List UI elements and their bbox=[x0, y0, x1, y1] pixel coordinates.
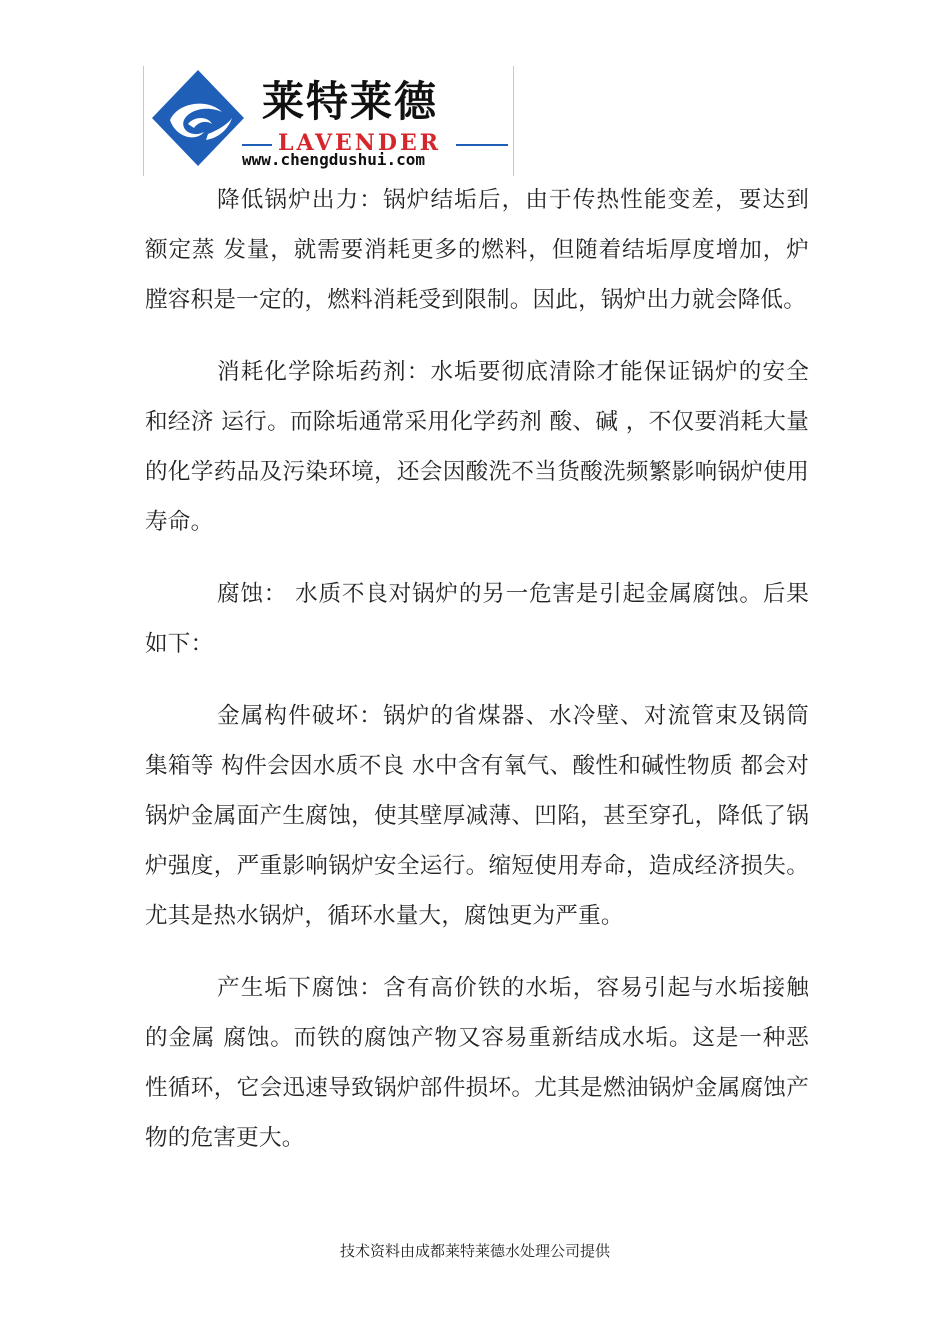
brand-divider-right bbox=[456, 144, 508, 146]
company-logo-icon bbox=[148, 68, 248, 172]
brand-website: www.chengdushui.com bbox=[242, 150, 426, 169]
company-header bbox=[143, 66, 514, 176]
paragraph-metal-damage: 金属构件破坏：锅炉的省煤器、水冷壁、对流管束及锅筒集箱等 构件会因水质不良 水中含有氧气、酸性和碱性物质 都会对锅炉金属面产生腐蚀，使其壁厚减薄、凹陷，甚至穿孔，降低了锅炉强度，严重影响锅炉安全运行。缩短使用寿命，造成经济损失。尤其是热水锅炉，循环水量大，腐蚀更为严重。 bbox=[145, 703, 809, 929]
brand-divider-left bbox=[242, 144, 272, 146]
document-body bbox=[145, 175, 809, 1185]
brand-name-cn: 莱特莱德 bbox=[262, 77, 439, 126]
paragraph-corrosion: 腐蚀： 水质不良对锅炉的另一危害是引起金属腐蚀。后果如下： bbox=[145, 581, 809, 657]
paragraph-reduced-output: 降低锅炉出力：锅炉结垢后，由于传热性能变差，要达到额定蒸 发量，就需要消耗更多的燃料，但随着结垢厚度增加，炉膛容积是一定的，燃料消耗受到限制。因此，锅炉出力就会降低。 bbox=[145, 187, 809, 313]
brand-name-en: LAVENDER bbox=[278, 130, 442, 156]
page-footer: 技术资料由成都莱特莱德水处理公司提供 bbox=[339, 1242, 610, 1260]
paragraph-under-scale-corrosion: 产生垢下腐蚀：含有高价铁的水垢，容易引起与水垢接触的金属 腐蚀。而铁的腐蚀产物又容易重新结成水垢。这是一种恶性循环，它会迅速导致锅炉部件损坏。尤其是燃油锅炉金属腐蚀产物的危害更大。 bbox=[145, 975, 809, 1151]
paragraph-descaling-chemicals: 消耗化学除垢药剂：水垢要彻底清除才能保证锅炉的安全和经济 运行。而除垢通常采用化学药剂 酸、碱 ，不仅要消耗大量的化学药品及污染环境，还会因酸洗不当货酸洗频繁影响锅炉使用寿命。 bbox=[145, 359, 809, 535]
